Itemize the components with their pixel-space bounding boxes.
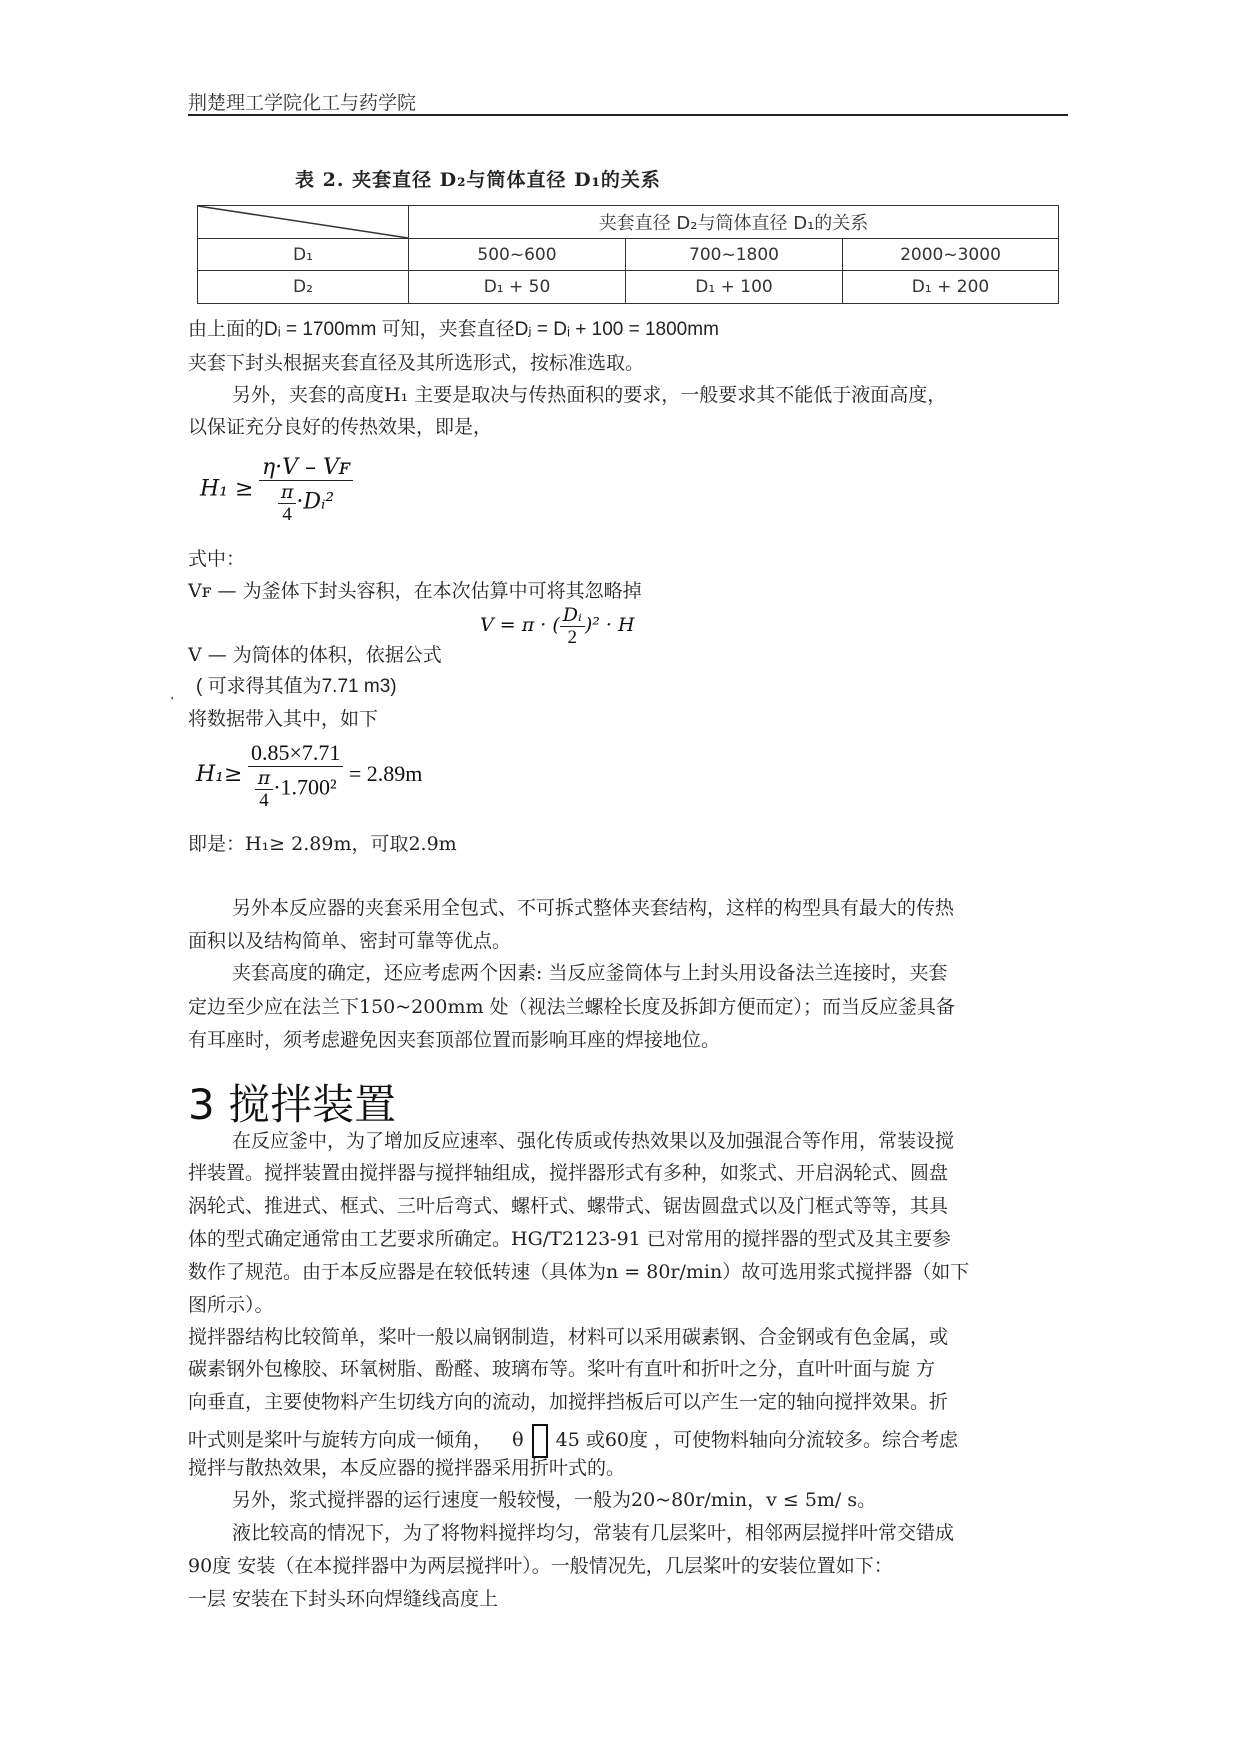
table-cell: 700~1800 <box>626 239 843 271</box>
text-line: 涡轮式、推进式、框式、三叶后弯式、螺杆式、螺带式、锯齿圆盘式以及门框式等等，其具 <box>188 1195 949 1217</box>
row-label-d2: D₂ <box>198 271 409 304</box>
formula-lhs: V = π · ( <box>480 613 560 636</box>
table-caption: 表 2. 夹套直径 D₂与筒体直径 D₁的关系 <box>295 169 661 191</box>
table-group-header: 夹套直径 D₂与筒体直径 D₁的关系 <box>409 206 1059 239</box>
formula-lhs: H₁≥ <box>196 762 243 788</box>
text-line: 90度 安装（在本搅拌器中为两层搅拌叶）。一般情况先，几层桨叶的安装位置如下： <box>188 1555 893 1577</box>
table-cell: D₁ + 50 <box>409 271 626 304</box>
diameter-table <box>197 205 1059 304</box>
pi-num: π <box>255 767 274 790</box>
section-heading: 3 搅拌装置 <box>188 1080 397 1129</box>
pi-fraction <box>255 767 274 812</box>
text-line: 夹套高度的确定，还应考虑两个因素: 当反应釜筒体与上封头用设备法兰连接时，夹套 <box>232 962 948 984</box>
text-line: 拌装置。搅拌装置由搅拌器与搅拌轴组成，搅拌器形式有多种，如浆式、开启涡轮式、圆盘 <box>188 1162 949 1184</box>
text-line: 液比较高的情况下，为了将物料搅拌均匀，常装有几层桨叶，相邻两层搅拌叶常交错成 <box>232 1522 955 1544</box>
formula-denominator: 2 <box>567 627 578 648</box>
formula-rhs: = 2.89m <box>348 761 423 787</box>
pi-fraction <box>278 481 297 526</box>
text-line: 即是：H₁≥ 2.89m，可取2.9m <box>188 833 457 855</box>
text-span: 叶式则是桨叶与旋转方向成一倾角， <box>188 1429 493 1451</box>
formula-den-rest: ·Dᵢ² <box>296 489 335 515</box>
table-corner-cell <box>198 206 409 239</box>
text-line: Vꜰ — 为釜体下封头容积，在本次估算中可将其忽略掉 <box>188 580 642 602</box>
stray-dot: . <box>170 687 175 703</box>
table-cell: 2000~3000 <box>843 239 1059 271</box>
formula-h1-numeric <box>196 740 422 812</box>
pi-den: 4 <box>259 790 269 811</box>
pi-num: π <box>278 481 297 504</box>
text-line: 一层 安装在下封头环向焊缝线高度上 <box>188 1588 499 1610</box>
text-line: 碳素钢外包橡胶、环氧树脂、酚醛、玻璃布等。桨叶有直叶和折叶之分，直叶叶面与旋 方 <box>188 1358 936 1380</box>
text-line: ( 可求得其值为7.71 m3) <box>196 676 397 697</box>
formula-den-rest: ·1.700² <box>273 774 337 800</box>
text-line: 数作了规范。由于本反应器是在较低转速（具体为n = 80r/min）故可选用浆式搅拌器（如下 <box>188 1261 970 1283</box>
formula-numerator: Dᵢ <box>560 604 585 627</box>
formula-numerator: η·V – Vꜰ <box>259 455 353 481</box>
formula-fraction <box>259 455 353 526</box>
text-line: V — 为筒体的体积，依据公式 <box>188 644 442 666</box>
text-line: 以保证充分良好的传热效果，即是， <box>188 416 493 438</box>
formula-fraction <box>560 604 585 649</box>
text-line: 式中： <box>188 548 246 570</box>
row-label-d1: D₁ <box>198 239 409 271</box>
text-line: 向垂直，主要使物料产生切线方向的流动，加搅拌挡板后可以产生一定的轴向搅拌效果。折 <box>188 1391 949 1413</box>
formula-lhs: H₁ ≥ <box>200 476 254 502</box>
text-line: 有耳座时，须考虑避免因夹套顶部位置而影响耳座的焊接地位。 <box>188 1029 721 1051</box>
header-rule <box>188 114 1068 116</box>
formula-rhs: )² · H <box>584 613 635 636</box>
formula-denominator <box>259 481 353 526</box>
text-line: 另外，浆式搅拌器的运行速度一般较慢，一般为20~80r/min，v ≤ 5m/ s。 <box>232 1489 877 1511</box>
diagonal-line <box>198 206 408 238</box>
formula-numerator: 0.85×7.71 <box>248 740 343 767</box>
table-cell: 500~600 <box>409 239 626 271</box>
text-line: 搅拌与散热效果，本反应器的搅拌器采用折叶式的。 <box>188 1457 626 1479</box>
formula-h1 <box>200 455 353 526</box>
table-cell: D₁ + 200 <box>843 271 1059 304</box>
text-line: 夹套下封头根据夹套直径及其所选形式，按标准选取。 <box>188 352 645 374</box>
text-line: 图所示）。 <box>188 1294 274 1316</box>
text-line: 体的型式确定通常由工艺要求所确定。HG/T2123-91 已对常用的搅拌器的型式及其主要参 <box>188 1228 951 1250</box>
text-line: 由上面的Dᵢ = 1700mm 可知，夹套直径Dⱼ = Dᵢ + 100 = 1800mm <box>188 319 719 340</box>
text-span: 45 或60度 ，可使物料轴向分流较多。综合考虑 <box>555 1429 959 1451</box>
text-line <box>188 1424 958 1458</box>
formula-volume <box>480 604 635 649</box>
text-line: 定边至少应在法兰下150~200mm 处（视法兰螺栓长度及拆卸方便而定）；而当反应釜具备 <box>188 996 956 1018</box>
text-cursor-box <box>532 1424 548 1458</box>
text-line: 面积以及结构简单、密封可靠等优点。 <box>188 930 512 952</box>
page-header: 荆楚理工学院化工与药学院 <box>188 92 417 114</box>
formula-denominator <box>248 767 343 812</box>
table-cell: D₁ + 100 <box>626 271 843 304</box>
text-line: 在反应釜中，为了增加反应速率、强化传质或传热效果以及加强混合等作用，常装设搅 <box>232 1130 955 1152</box>
text-line: 另外，夹套的高度H₁ 主要是取决与传热面积的要求，一般要求其不能低于液面高度， <box>232 384 947 406</box>
pi-den: 4 <box>282 504 292 525</box>
formula-fraction <box>248 740 343 812</box>
text-line: 搅拌器结构比较简单，桨叶一般以扁钢制造，材料可以采用碳素钢、合金钢或有色金属，或 <box>188 1326 949 1348</box>
text-line: 另外本反应器的夹套采用全包式、不可拆式整体夹套结构，这样的构型具有最大的传热 <box>232 897 955 919</box>
theta-symbol: θ <box>512 1429 524 1451</box>
text-line: 将数据带入其中，如下 <box>188 708 379 730</box>
